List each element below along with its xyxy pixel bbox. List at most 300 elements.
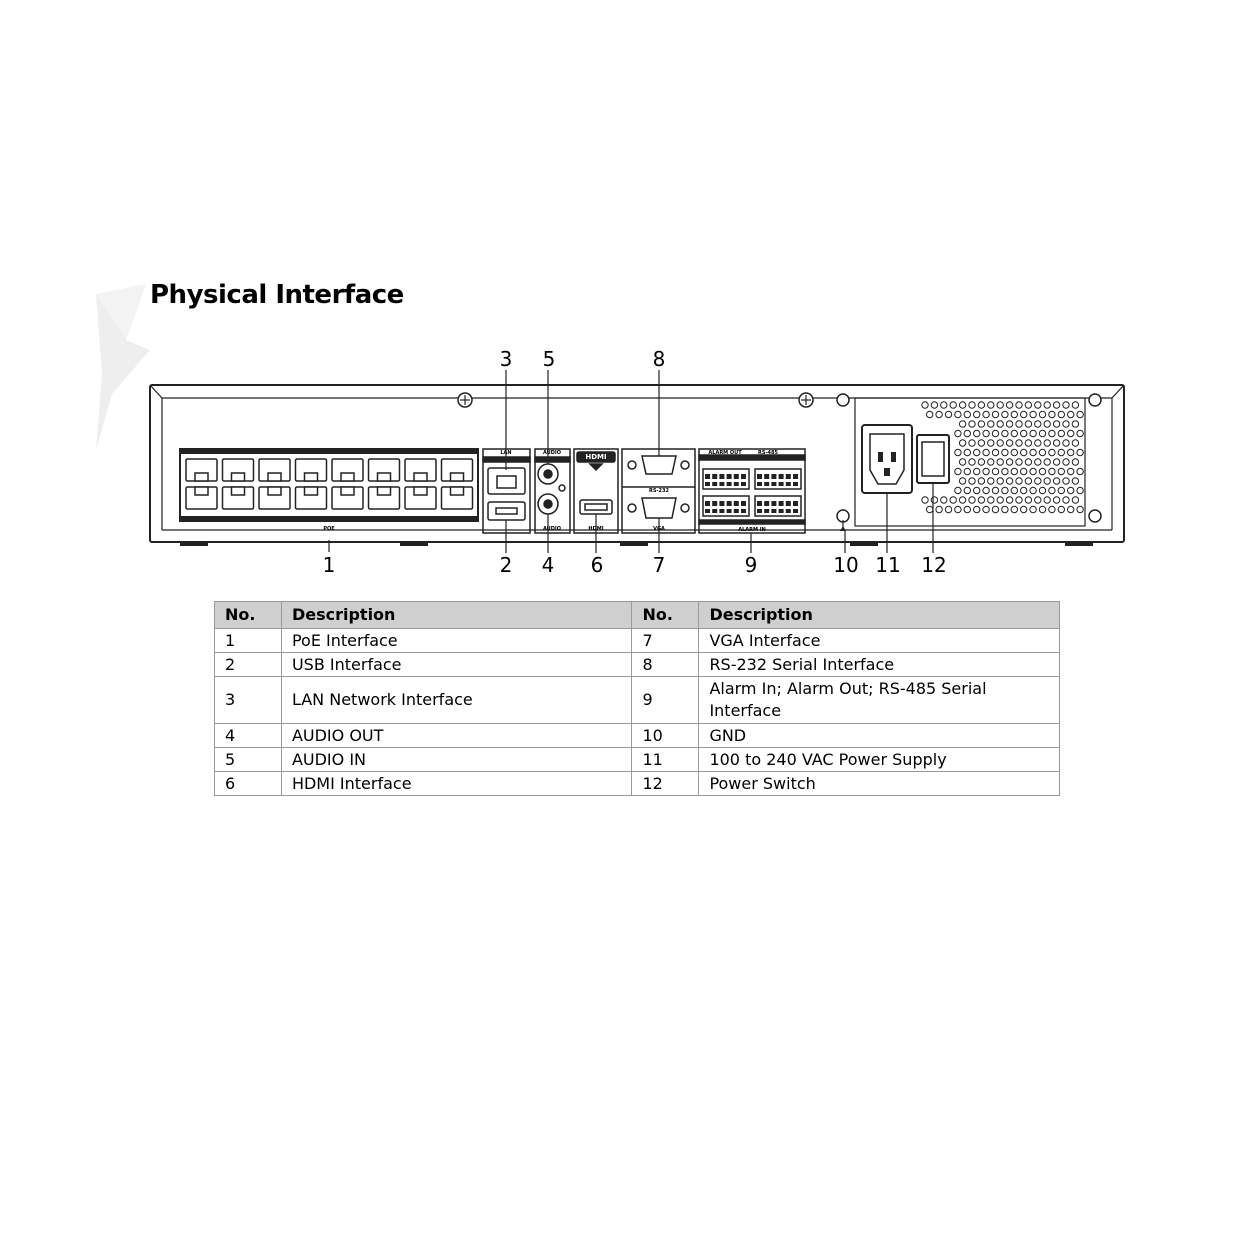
vent-hole: [1058, 506, 1064, 512]
header-no-right: No.: [632, 602, 699, 629]
cell-description: 100 to 240 VAC Power Supply: [699, 748, 1060, 772]
vent-hole: [1068, 468, 1074, 474]
vent-hole: [1063, 402, 1069, 408]
vent-hole: [1030, 468, 1036, 474]
callout-6: 6: [590, 553, 604, 577]
table-row: [215, 653, 1060, 677]
vent-hole: [1044, 440, 1050, 446]
vent-hole: [1044, 478, 1050, 484]
vent-hole: [1058, 449, 1064, 455]
terminal-pin: [705, 501, 710, 506]
poe-port: [223, 459, 254, 481]
poe-port: [296, 487, 327, 509]
poe-port: [442, 459, 473, 481]
vent-hole: [1035, 421, 1041, 427]
vent-hole: [1053, 478, 1059, 484]
cell-description: USB Interface: [281, 653, 632, 677]
poe-port: [259, 459, 290, 481]
terminal-pin: [719, 474, 724, 479]
header-description-left: Description: [281, 602, 632, 629]
vent-hole: [988, 402, 994, 408]
cell-no: 5: [215, 748, 282, 772]
vent-hole: [1025, 459, 1031, 465]
vent-hole: [1006, 402, 1012, 408]
vent-hole: [1063, 440, 1069, 446]
vent-hole: [1030, 506, 1036, 512]
terminal-pin: [734, 474, 739, 479]
vent-hole: [955, 430, 961, 436]
table-header-row: [215, 602, 1060, 629]
terminal-pin: [741, 509, 746, 513]
terminal-pin: [771, 509, 776, 513]
vent-hole: [1068, 449, 1074, 455]
cell-no: 9: [632, 677, 699, 724]
poe-ports: [186, 459, 473, 509]
vent-hole: [988, 497, 994, 503]
terminal-pin: [734, 501, 739, 506]
vent-hole: [1011, 411, 1017, 417]
vent-hole: [974, 487, 980, 493]
label-alarm-out: ALARM OUT: [708, 450, 742, 456]
vent-hole: [1049, 487, 1055, 493]
vent-hole: [1006, 497, 1012, 503]
callout-3: 3: [499, 347, 513, 371]
vent-hole: [1035, 478, 1041, 484]
vent-hole: [964, 506, 970, 512]
vent-hole: [1011, 449, 1017, 455]
vent-hole: [959, 497, 965, 503]
table-row: [215, 629, 1060, 653]
vent-hole: [1021, 411, 1027, 417]
callout-9: 9: [744, 553, 758, 577]
vent-hole: [969, 440, 975, 446]
vent-hole: [1053, 459, 1059, 465]
poe-port: [259, 487, 290, 509]
vent-hole: [1035, 440, 1041, 446]
vent-hole: [1044, 497, 1050, 503]
vent-hole: [969, 497, 975, 503]
table-row: [215, 772, 1060, 796]
vent-hole: [1058, 411, 1064, 417]
vent-hole: [950, 497, 956, 503]
vent-hole: [931, 402, 937, 408]
poe-port: [296, 459, 327, 481]
vent-hole: [997, 459, 1003, 465]
cell-no: 3: [215, 677, 282, 724]
vent-hole: [974, 506, 980, 512]
cell-description: VGA Interface: [699, 629, 1060, 653]
vent-hole: [1077, 411, 1083, 417]
terminal-pin: [705, 509, 710, 513]
terminal-pin: [705, 474, 710, 479]
vent-hole: [1011, 430, 1017, 436]
terminal-pin: [727, 509, 732, 513]
terminal-pin: [727, 474, 732, 479]
callout-4: 4: [541, 553, 555, 577]
terminal-pin: [712, 474, 717, 479]
terminal-pin: [719, 482, 724, 486]
header-no-left: No.: [215, 602, 282, 629]
terminal-pin: [719, 501, 724, 506]
label-alarm-in: ALARM IN: [738, 527, 766, 533]
vent-hole: [1021, 468, 1027, 474]
label-vga: VGA: [653, 526, 665, 532]
terminal-pin: [741, 474, 746, 479]
cell-description: AUDIO IN: [281, 748, 632, 772]
poe-port: [223, 487, 254, 509]
poe-port: [186, 487, 217, 509]
vent-hole: [922, 497, 928, 503]
terminal-pin: [741, 501, 746, 506]
vent-hole: [1002, 430, 1008, 436]
vent-hole: [1039, 430, 1045, 436]
vent-hole: [1077, 506, 1083, 512]
vent-hole: [1063, 497, 1069, 503]
header-description-right: Description: [699, 602, 1060, 629]
vent-hole: [988, 421, 994, 427]
vent-hole: [1039, 468, 1045, 474]
vent-hole: [1016, 402, 1022, 408]
vent-hole: [964, 430, 970, 436]
table-row: [215, 677, 1060, 724]
terminal-pin: [757, 501, 762, 506]
vent-hole: [1058, 468, 1064, 474]
callout-2: 2: [499, 553, 513, 577]
vent-hole: [955, 411, 961, 417]
vent-hole: [1049, 506, 1055, 512]
terminal-pin: [727, 482, 732, 486]
terminal-pin: [779, 482, 784, 486]
cell-no: 1: [215, 629, 282, 653]
vent-hole: [978, 421, 984, 427]
poe-port: [405, 487, 436, 509]
vent-hole: [1077, 487, 1083, 493]
vent-hole: [922, 402, 928, 408]
lan-port: [488, 468, 525, 494]
vent-hole: [1039, 487, 1045, 493]
vent-hole: [988, 440, 994, 446]
terminal-pin: [771, 482, 776, 486]
cell-no: 8: [632, 653, 699, 677]
vent-hole: [992, 468, 998, 474]
vent-hole: [969, 421, 975, 427]
vent-hole: [1063, 478, 1069, 484]
vent-hole: [1072, 478, 1078, 484]
terminal-pin: [757, 482, 762, 486]
terminal-pin: [771, 501, 776, 506]
vent-hole: [997, 497, 1003, 503]
callout-5: 5: [542, 347, 556, 371]
vent-hole: [983, 487, 989, 493]
poe-port: [369, 487, 400, 509]
cell-description: HDMI Interface: [281, 772, 632, 796]
vent-hole: [1072, 421, 1078, 427]
vent-hole: [992, 411, 998, 417]
vent-hole: [1039, 449, 1045, 455]
vent-hole: [974, 468, 980, 474]
terminal-pin: [764, 474, 769, 479]
terminal-pin: [764, 482, 769, 486]
vent-hole: [1030, 411, 1036, 417]
vent-hole: [964, 449, 970, 455]
callout-1: 1: [322, 553, 336, 577]
vent-hole: [1002, 487, 1008, 493]
vent-hole: [969, 402, 975, 408]
vent-hole: [1039, 506, 1045, 512]
vent-hole: [964, 411, 970, 417]
terminal-pin: [786, 482, 791, 486]
vent-hole: [955, 487, 961, 493]
terminal-pin: [786, 501, 791, 506]
vent-hole: [992, 506, 998, 512]
cell-no: 2: [215, 653, 282, 677]
vent-hole: [1053, 497, 1059, 503]
label-hdmi-logo: HDMI: [585, 453, 607, 461]
vent-hole: [992, 449, 998, 455]
vent-hole: [969, 478, 975, 484]
vent-hole: [1072, 402, 1078, 408]
vent-hole: [978, 478, 984, 484]
vent-hole: [1049, 468, 1055, 474]
vent-hole: [1016, 440, 1022, 446]
cell-description: PoE Interface: [281, 629, 632, 653]
poe-block: [180, 449, 478, 521]
vent-hole: [1077, 430, 1083, 436]
vent-hole: [1021, 506, 1027, 512]
vent-hole: [1053, 440, 1059, 446]
poe-port: [405, 459, 436, 481]
vent-hole: [955, 449, 961, 455]
vga-port: [642, 498, 676, 518]
vent-hole: [1011, 487, 1017, 493]
vent-hole: [1025, 440, 1031, 446]
label-rs232: RS-232: [649, 488, 669, 494]
vent-hole: [1068, 411, 1074, 417]
cell-description: Power Switch: [699, 772, 1060, 796]
vent-hole: [992, 487, 998, 493]
vent-hole: [936, 411, 942, 417]
vent-hole: [983, 430, 989, 436]
vent-hole: [955, 506, 961, 512]
terminal-pin: [734, 509, 739, 513]
vent-hole: [983, 411, 989, 417]
vent-hole: [1044, 402, 1050, 408]
page-title: Physical Interface: [150, 280, 404, 310]
terminal-pin: [786, 509, 791, 513]
vent-hole: [941, 497, 947, 503]
terminal-pin: [793, 482, 798, 486]
vent-hole: [997, 402, 1003, 408]
terminal-pin: [793, 474, 798, 479]
vent-hole: [1072, 440, 1078, 446]
vent-hole: [1049, 449, 1055, 455]
vent-hole: [1035, 459, 1041, 465]
vent-hole: [1030, 430, 1036, 436]
cell-description: Alarm In; Alarm Out; RS-485 Serial Interface: [699, 677, 1060, 724]
label-hdmi-small: HDMI: [588, 526, 604, 532]
vent-hole: [955, 468, 961, 474]
vent-hole: [945, 506, 951, 512]
vent-hole: [1035, 402, 1041, 408]
vent-hole: [927, 411, 933, 417]
callout-12: 12: [921, 553, 947, 577]
power-block: [840, 398, 1085, 531]
vent-hole: [1030, 449, 1036, 455]
vent-hole: [1068, 506, 1074, 512]
terminal-pin: [779, 509, 784, 513]
label-rs485: RS-485: [758, 450, 778, 456]
vent-hole: [1025, 402, 1031, 408]
vent-hole: [1058, 487, 1064, 493]
vent-hole: [1044, 459, 1050, 465]
vent-hole: [959, 421, 965, 427]
terminal-pin: [719, 509, 724, 513]
vent-hole: [997, 440, 1003, 446]
terminal-pin: [764, 501, 769, 506]
vent-hole: [1021, 430, 1027, 436]
label-poe: POE: [323, 526, 335, 532]
vent-hole: [964, 468, 970, 474]
cell-no: 10: [632, 724, 699, 748]
vent-hole: [974, 430, 980, 436]
vent-hole: [931, 497, 937, 503]
vent-hole: [1077, 468, 1083, 474]
vent-hole: [1044, 421, 1050, 427]
terminal-pin: [793, 501, 798, 506]
terminal-pin: [705, 482, 710, 486]
vent-hole: [1011, 506, 1017, 512]
vent-hole: [950, 402, 956, 408]
vent-hole: [1002, 411, 1008, 417]
vent-hole: [1025, 421, 1031, 427]
vent-hole: [1063, 459, 1069, 465]
vent-hole: [988, 459, 994, 465]
label-lan: LAN: [500, 450, 512, 456]
poe-port: [332, 487, 363, 509]
vent-hole: [1016, 459, 1022, 465]
vent-hole: [983, 468, 989, 474]
vent-hole: [945, 411, 951, 417]
terminal-pin: [779, 501, 784, 506]
vent-hole: [1016, 421, 1022, 427]
vent-hole: [1002, 449, 1008, 455]
vent-hole: [1016, 478, 1022, 484]
vent-hole: [969, 459, 975, 465]
cell-description: RS-232 Serial Interface: [699, 653, 1060, 677]
vent-hole: [1021, 487, 1027, 493]
terminal-pin: [757, 509, 762, 513]
callout-7: 7: [652, 553, 666, 577]
vent-hole: [1006, 421, 1012, 427]
nvr-rear-panel-diagram: [0, 0, 1250, 600]
vent-hole: [1025, 478, 1031, 484]
vent-hole: [997, 421, 1003, 427]
vent-hole: [1068, 487, 1074, 493]
vent-hole: [1035, 497, 1041, 503]
terminal-pin: [757, 474, 762, 479]
callout-10: 10: [833, 553, 859, 577]
callout-8: 8: [652, 347, 666, 371]
cell-no: 12: [632, 772, 699, 796]
vent-hole: [1039, 411, 1045, 417]
vent-hole: [1049, 430, 1055, 436]
vent-hole: [978, 440, 984, 446]
vent-hole: [959, 478, 965, 484]
usb-port: [488, 502, 525, 520]
label-audio-in: AUDIO: [542, 450, 562, 456]
vent-hole: [936, 506, 942, 512]
terminal-pin: [727, 501, 732, 506]
table-row: [215, 748, 1060, 772]
vent-hole: [959, 440, 965, 446]
vent-hole: [1025, 497, 1031, 503]
terminal-pin: [712, 509, 717, 513]
terminal-pin: [712, 501, 717, 506]
vent-hole: [997, 478, 1003, 484]
vent-hole: [978, 459, 984, 465]
vent-hole: [1068, 430, 1074, 436]
vent-hole: [1053, 402, 1059, 408]
cell-no: 11: [632, 748, 699, 772]
vent-hole: [964, 487, 970, 493]
terminal-pin: [779, 474, 784, 479]
cell-description: GND: [699, 724, 1060, 748]
vent-hole: [1006, 440, 1012, 446]
terminal-pin: [764, 509, 769, 513]
label-audio-out: AUDIO: [542, 526, 562, 532]
vent-hole: [959, 459, 965, 465]
vent-hole: [978, 497, 984, 503]
terminal-pin: [771, 474, 776, 479]
vent-hole: [1077, 449, 1083, 455]
vent-hole: [1021, 449, 1027, 455]
vent-hole: [1016, 497, 1022, 503]
terminal-pin: [741, 482, 746, 486]
vent-hole: [1030, 487, 1036, 493]
vent-hole: [1002, 506, 1008, 512]
interface-table: [214, 601, 1060, 796]
cell-no: 7: [632, 629, 699, 653]
rs232-port: [642, 456, 676, 474]
vent-hole: [1006, 459, 1012, 465]
terminal-pin: [734, 482, 739, 486]
vent-hole: [1058, 430, 1064, 436]
poe-port: [186, 459, 217, 481]
vent-hole: [959, 402, 965, 408]
table-row: [215, 724, 1060, 748]
vent-hole: [983, 506, 989, 512]
callout-11: 11: [875, 553, 901, 577]
vent-hole: [1049, 411, 1055, 417]
vent-hole: [1006, 478, 1012, 484]
vent-hole: [1053, 421, 1059, 427]
vent-hole: [978, 402, 984, 408]
vent-hole: [1072, 497, 1078, 503]
audio-block: [535, 449, 570, 533]
vent-hole: [983, 449, 989, 455]
terminal-pin: [786, 474, 791, 479]
terminal-pin: [793, 509, 798, 513]
vent-hole: [1011, 468, 1017, 474]
terminal-pin: [712, 482, 717, 486]
vent-hole: [1072, 459, 1078, 465]
alarm-block: [699, 449, 805, 533]
poe-port: [332, 459, 363, 481]
vent-hole: [927, 506, 933, 512]
poe-port: [369, 459, 400, 481]
cell-description: AUDIO OUT: [281, 724, 632, 748]
poe-port: [442, 487, 473, 509]
